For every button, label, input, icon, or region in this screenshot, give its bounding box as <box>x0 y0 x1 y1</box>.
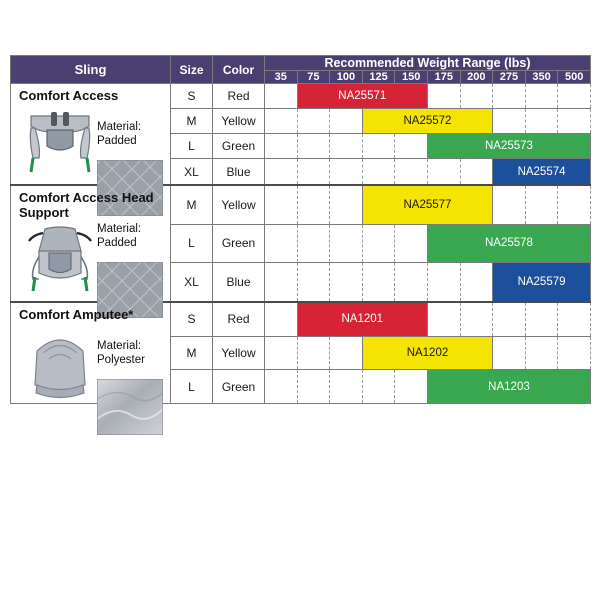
header-size: Size <box>171 56 213 84</box>
weight-range-empty-cell <box>460 262 493 301</box>
weight-range-empty-cell <box>265 134 298 159</box>
sling-padded-icon <box>21 106 99 180</box>
size-cell: M <box>171 336 213 369</box>
weight-range-empty-cell <box>265 109 298 134</box>
header-tick-200: 200 <box>460 71 493 84</box>
weight-range-bar: NA25571 <box>297 84 427 109</box>
weight-range-bar: NA25579 <box>493 262 591 301</box>
weight-range-bar: NA1202 <box>362 336 492 369</box>
size-cell: M <box>171 185 213 224</box>
weight-range-empty-cell <box>297 336 330 369</box>
weight-range-empty-cell <box>395 370 428 403</box>
weight-range-bar: NA25577 <box>362 185 492 224</box>
product-name: Comfort Access Head Support <box>19 189 154 220</box>
weight-range-empty-cell <box>460 84 493 109</box>
weight-range-empty-cell <box>330 262 363 301</box>
product-illustration <box>21 325 99 399</box>
weight-range-empty-cell <box>265 336 298 369</box>
weight-range-empty-cell <box>427 84 460 109</box>
weight-range-empty-cell <box>525 109 558 134</box>
product-cell <box>11 84 171 185</box>
table-row <box>11 185 591 224</box>
weight-range-empty-cell <box>362 134 395 159</box>
size-cell: XL <box>171 159 213 185</box>
header-weight-range: Recommended Weight Range (lbs) <box>265 56 591 71</box>
product-cell <box>11 185 171 302</box>
product-material <box>97 339 145 368</box>
size-cell: M <box>171 109 213 134</box>
header-tick-75: 75 <box>297 71 330 84</box>
weight-range-empty-cell <box>493 336 526 369</box>
weight-range-bar: NA25573 <box>427 134 590 159</box>
product-cell <box>11 302 171 403</box>
header-tick-500: 500 <box>558 71 591 84</box>
polyester-fabric-swatch <box>97 379 163 435</box>
header-tick-35: 35 <box>265 71 298 84</box>
weight-range-empty-cell <box>558 302 591 337</box>
weight-range-empty-cell <box>525 302 558 337</box>
color-cell: Yellow <box>213 336 265 369</box>
color-cell: Blue <box>213 262 265 301</box>
weight-range-empty-cell <box>525 84 558 109</box>
weight-range-empty-cell <box>330 185 363 224</box>
weight-range-empty-cell <box>297 370 330 403</box>
weight-range-empty-cell <box>297 134 330 159</box>
weight-range-empty-cell <box>558 185 591 224</box>
weight-range-empty-cell <box>395 262 428 301</box>
material-label: Material: <box>97 339 142 352</box>
weight-range-empty-cell <box>297 224 330 262</box>
header-tick-275: 275 <box>493 71 526 84</box>
header-tick-125: 125 <box>362 71 395 84</box>
table-row <box>11 84 591 109</box>
weight-range-empty-cell <box>330 134 363 159</box>
size-cell: L <box>171 224 213 262</box>
table-row <box>11 302 591 337</box>
header-tick-175: 175 <box>427 71 460 84</box>
weight-range-empty-cell <box>297 262 330 301</box>
weight-range-empty-cell <box>493 185 526 224</box>
header-tick-150: 150 <box>395 71 428 84</box>
product-material <box>97 120 141 149</box>
product-illustration <box>21 223 99 297</box>
weight-range-empty-cell <box>265 262 298 301</box>
weight-range-empty-cell <box>265 224 298 262</box>
product-name: Comfort Amputee* <box>19 306 134 322</box>
weight-range-empty-cell <box>460 302 493 337</box>
weight-range-empty-cell <box>330 336 363 369</box>
weight-range-empty-cell <box>395 159 428 185</box>
weight-range-empty-cell <box>265 84 298 109</box>
weight-range-empty-cell <box>265 159 298 185</box>
weight-range-empty-cell <box>395 134 428 159</box>
size-cell: L <box>171 134 213 159</box>
weight-range-empty-cell <box>297 109 330 134</box>
weight-range-empty-cell <box>330 224 363 262</box>
weight-range-empty-cell <box>330 370 363 403</box>
weight-range-empty-cell <box>265 302 298 337</box>
sling-table <box>10 55 591 404</box>
product-name: Comfort Access <box>19 88 119 103</box>
weight-range-empty-cell <box>265 370 298 403</box>
weight-range-empty-cell <box>362 159 395 185</box>
product-illustration <box>21 106 99 180</box>
color-cell: Red <box>213 84 265 109</box>
size-cell: S <box>171 302 213 337</box>
weight-range-empty-cell <box>297 185 330 224</box>
weight-range-empty-cell <box>362 224 395 262</box>
weight-range-empty-cell <box>362 370 395 403</box>
weight-range-empty-cell <box>330 159 363 185</box>
color-cell: Green <box>213 134 265 159</box>
size-cell: S <box>171 84 213 109</box>
product-material <box>97 222 141 251</box>
sling-head-support-icon <box>21 223 99 297</box>
color-cell: Yellow <box>213 185 265 224</box>
color-cell: Green <box>213 224 265 262</box>
weight-range-empty-cell <box>493 109 526 134</box>
weight-range-empty-cell <box>427 262 460 301</box>
weight-range-empty-cell <box>395 224 428 262</box>
material-value: Polyester <box>97 354 145 367</box>
weight-range-empty-cell <box>558 336 591 369</box>
weight-range-bar: NA25574 <box>493 159 591 185</box>
color-cell: Blue <box>213 159 265 185</box>
header-color: Color <box>213 56 265 84</box>
color-cell: Red <box>213 302 265 337</box>
weight-range-empty-cell <box>525 336 558 369</box>
material-value: Padded <box>97 237 137 250</box>
size-cell: XL <box>171 262 213 301</box>
sling-amputee-icon <box>21 325 99 399</box>
table-body <box>11 84 591 404</box>
weight-range-empty-cell <box>265 185 298 224</box>
weight-range-bar: NA25572 <box>362 109 492 134</box>
weight-range-empty-cell <box>558 109 591 134</box>
weight-range-empty-cell <box>525 185 558 224</box>
header-tick-350: 350 <box>525 71 558 84</box>
header-sling: Sling <box>11 56 171 84</box>
material-swatch <box>97 379 163 435</box>
material-label: Material: <box>97 222 142 235</box>
material-label: Material: <box>97 121 142 133</box>
weight-range-empty-cell <box>493 302 526 337</box>
weight-range-bar: NA1203 <box>427 370 590 403</box>
weight-range-empty-cell <box>460 159 493 185</box>
weight-range-bar: NA25578 <box>427 224 590 262</box>
weight-range-empty-cell <box>427 302 460 337</box>
weight-range-empty-cell <box>362 262 395 301</box>
weight-range-empty-cell <box>330 109 363 134</box>
weight-range-empty-cell <box>558 84 591 109</box>
header-tick-100: 100 <box>330 71 363 84</box>
weight-range-empty-cell <box>427 159 460 185</box>
weight-range-empty-cell <box>493 84 526 109</box>
weight-range-empty-cell <box>297 159 330 185</box>
size-cell: L <box>171 370 213 403</box>
weight-range-bar: NA1201 <box>297 302 427 337</box>
material-value: Padded <box>97 135 137 148</box>
table-header-row-1 <box>11 56 591 71</box>
color-cell: Yellow <box>213 109 265 134</box>
color-cell: Green <box>213 370 265 403</box>
